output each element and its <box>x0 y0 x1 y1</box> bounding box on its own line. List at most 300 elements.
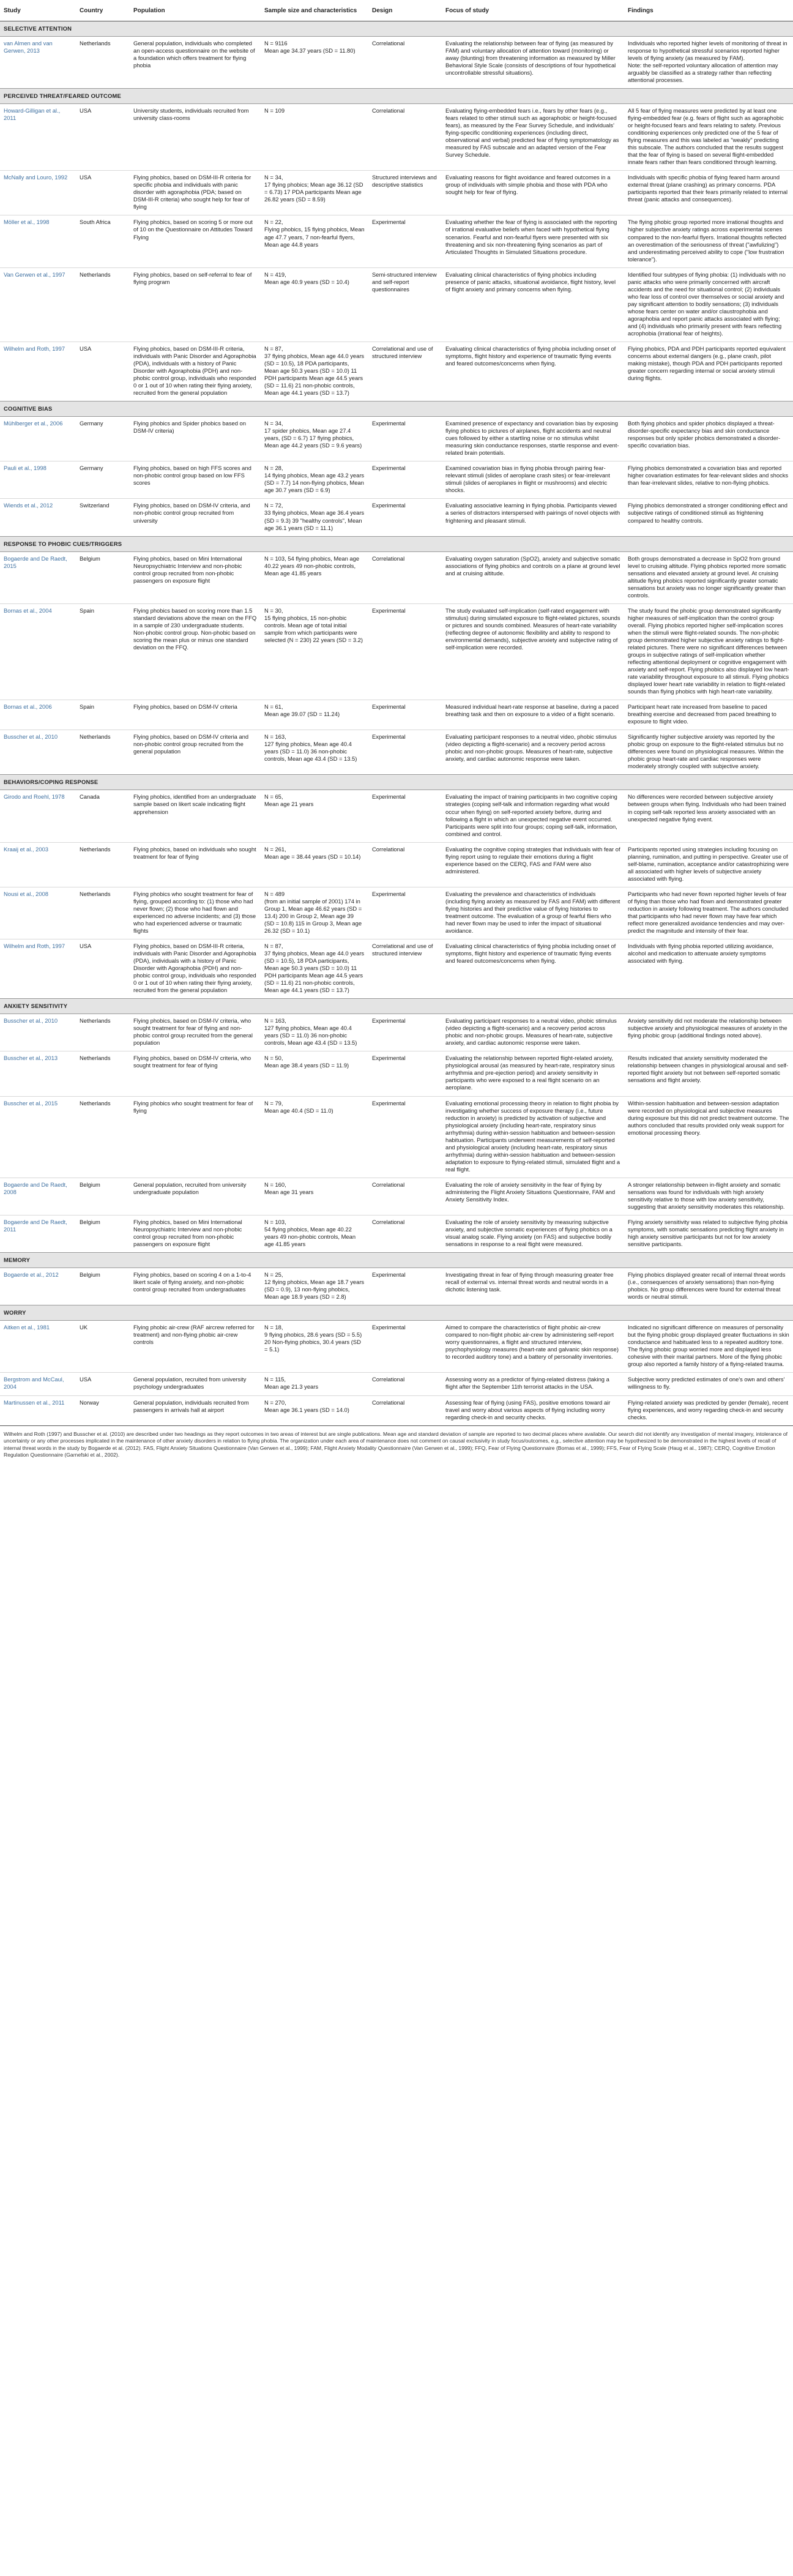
population-text: Flying phobics, based on scoring 4 on a 1-to-4 likert scale of flying anxiety, and non-phobic control group recruited from undergraduates <box>133 1271 251 1293</box>
sample-text: N = 30, 15 flying phobics, 15 non-phobic controls. Mean age of total initial sample from which participants were selected (N = 230) 22 years (SD = 3.2) <box>264 607 363 643</box>
cell-population <box>130 1268 261 1305</box>
design-text: Experimental <box>372 703 406 711</box>
findings-text: Flying phobics demonstrated a stronger conditioning effect and subjective ratings of conditioned stimuli as frightening compared to healthy controls. <box>628 502 787 524</box>
design-text: Experimental <box>372 733 406 741</box>
country-text: South Africa <box>80 218 111 226</box>
cell-focus <box>442 1215 624 1252</box>
cell-population <box>130 1373 261 1395</box>
cell-focus <box>442 1178 624 1215</box>
sample-text: N = 261, Mean age = 38.44 years (SD = 10.14) <box>264 845 361 860</box>
findings-text: The study found the phobic group demonstrated significantly higher measures of self-implication than the control group overall. Flying phobics reported higher self-implication scores when the stimuli were flight-related sounds. The non-phobic group demonstrated higher subjective anxiety ratings to flight-related pictures. There were no significant differences between groups in subjective ratings of self-implication whether reflecting attentional deployment or cognitive engagement with anxiety and self-report. Flying phobics also displayed low heart-rate variability throughout exposure to all stimuli. Flying phobics displayed lower heart rate variability in relation to flight-related sounds than flying phobics with high heart-rate variability. <box>628 607 789 695</box>
cell-sample <box>261 1178 368 1215</box>
study-text: Bogaerde and De Raedt, 2008 <box>4 1181 67 1195</box>
design-text: Correlational and use of structured interview <box>372 942 433 957</box>
country-text: Netherlands <box>80 1055 111 1062</box>
cell-study <box>0 36 76 88</box>
cell-sample <box>261 603 368 700</box>
cell-study <box>0 887 76 939</box>
cell-sample <box>261 342 368 401</box>
cell-focus <box>442 1395 624 1425</box>
cell-focus <box>442 551 624 603</box>
table-row <box>0 1178 793 1215</box>
findings-text: Participant heart rate increased from baseline to paced breathing exercise and decreased from paced breathing to exposure to flight video. <box>628 703 776 725</box>
design-text: Experimental <box>372 218 406 226</box>
cell-focus <box>442 1014 624 1051</box>
population-text: Flying phobic air-crew (RAF aircrew referred for treatment) and non-flying phobic air-crew controls <box>133 1324 255 1346</box>
study-text: Mühlberger et al., 2006 <box>4 420 63 427</box>
population-text: General population, recruited from university psychology undergraduates <box>133 1376 247 1391</box>
table-row <box>0 887 793 939</box>
focus-text: Evaluating the role of anxiety sensitivity in the fear of flying by administering the Flight Anxiety Situations Questionnaire, FAM and Anxiety Sensitivity Index. <box>445 1181 616 1203</box>
population-text: University students, individuals recruited from university class-rooms <box>133 107 249 122</box>
focus-text: Evaluating clinical characteristics of flying phobics including presence of panic attacks, situational avoidance, flight history, level of flight anxiety and primary concerns when flying. <box>445 271 616 293</box>
table-row <box>0 700 793 730</box>
cell-findings <box>624 1051 793 1096</box>
study-text: Busscher et al., 2010 <box>4 733 58 741</box>
focus-text: Evaluating associative learning in flying phobia. Participants viewed a series of distractors interspersed with pairings of novel objects with frightening and pleasant stimuli. <box>445 502 620 524</box>
focus-text: Evaluating whether the fear of flying is associated with the reporting of irrational evaluative beliefs when faced with hypothetical flying scenarios. Fearful and non-fearful flyers were presented with six threatening and six non-threatening flying scenarios as part of Articulated Thoughts in Simulated Situations procedure. <box>445 218 617 255</box>
country-text: USA <box>80 345 92 352</box>
study-text: Kraaij et al., 2003 <box>4 845 48 853</box>
cell-country <box>76 1268 130 1305</box>
cell-sample <box>261 842 368 887</box>
cell-design <box>368 790 442 842</box>
population-text: Flying phobics, based on self-referral to fear of flying program <box>133 271 252 285</box>
cell-country <box>76 342 130 401</box>
study-text: Wiends et al., 2012 <box>4 502 53 509</box>
table-row <box>0 790 793 842</box>
population-text: Flying phobics who sought treatment for fear of flying, grouped according to: (1) those who had never flown; (2) those who had flown and experienced no adverse incidents; and (3) those who had experienced adverse or traumatic flights <box>133 890 256 934</box>
cell-findings <box>624 1014 793 1051</box>
focus-text: Evaluating participant responses to a neutral video, phobic stimulus (video depicting a flight-scenario) and a recovery period across phobic and non-phobic groups. Measures of heart-rate, subjective anxiety, and cardiac autonomic response were taken. <box>445 733 617 763</box>
cell-focus <box>442 267 624 342</box>
findings-text: Flying phobics, PDA and PDH participants reported equivalent concerns about external dangers (e.g., plane crash, pilot making mistake), though PDA and PDH participants reported greater concern regarding internal or social anxiety stimuli during flights. <box>628 345 786 382</box>
study-text: Aitken et al., 1981 <box>4 1324 50 1331</box>
findings-text: Anxiety sensitivity did not moderate the relationship between subjective anxiety and physiological measures of anxiety in the flying phobic group (additional findings noted above). <box>628 1017 787 1039</box>
cell-focus <box>442 842 624 887</box>
cell-findings <box>624 104 793 171</box>
cell-study <box>0 1215 76 1252</box>
cell-country <box>76 1096 130 1178</box>
study-text: Martinussen et al., 2011 <box>4 1398 65 1406</box>
column-header-country: Country <box>76 0 130 21</box>
cell-population <box>130 1215 261 1252</box>
cell-study <box>0 499 76 536</box>
cell-population <box>130 417 261 461</box>
study-text: Van Gerwen et al., 1997 <box>4 271 65 278</box>
cell-population <box>130 342 261 401</box>
cell-design <box>368 36 442 88</box>
cell-design <box>368 603 442 700</box>
column-header-design: Design <box>368 0 442 21</box>
country-text: Germany <box>80 420 103 427</box>
cell-sample <box>261 1051 368 1096</box>
cell-design <box>368 461 442 499</box>
design-text: Experimental <box>372 1099 406 1107</box>
design-text: Experimental <box>372 607 406 614</box>
population-text: Flying phobics, based on high FFS scores and non-phobic control group based on low FFS scores <box>133 465 251 487</box>
cell-population <box>130 700 261 730</box>
country-text: Netherlands <box>80 1017 111 1025</box>
country-text: UK <box>80 1324 88 1331</box>
cell-findings <box>624 1178 793 1215</box>
population-text: Flying phobics, based on Mini International Neuropsychiatric Interview and non-phobic control group recruited from non-phobic passengers on exposure flight <box>133 554 242 584</box>
findings-text: Flying-related anxiety was predicted by gender (female), recent flying experiences, and worry regarding check-in and security checks. <box>628 1398 789 1421</box>
cell-focus <box>442 1051 624 1096</box>
findings-text: Participants reported using strategies including focusing on planning, rumination, and putting in perspective. Greater use of self-blame, rumination, acceptance and/or catastrophizing were all associated with higher levels of subjective anxiety associated with flying. <box>628 845 789 882</box>
sample-text: N = 87, 37 flying phobics, Mean age 44.0 years (SD = 10.5), 18 PDA participants, Mean age 50.3 years (SD = 10.0) 11 PDH participants Mean age 44.5 years (SD = 11.6) 21 non-phobic controls, Mean age 44.1 years (SD = 13.7) <box>264 942 365 994</box>
study-text: Bogaerde and De Raedt, 2011 <box>4 1218 67 1233</box>
cell-design <box>368 342 442 401</box>
cell-study <box>0 700 76 730</box>
cell-sample <box>261 1014 368 1051</box>
study-text: McNally and Louro, 1992 <box>4 174 68 181</box>
cell-focus <box>442 790 624 842</box>
cell-design <box>368 1215 442 1252</box>
table-row <box>0 939 793 998</box>
focus-text: Evaluating flying-embedded fears i.e., fears by other fears (e.g., fears related to other stimuli such as agoraphobic or height-focused fears), as measured by the Fear Survey Schedule, and individuals' flying-specific conditioning experiences (including direct, observational and verbal) predicted fear of flying symptomatology as measured by FAS subscale and an adapted version of the Fear Survey Schedule. <box>445 107 619 159</box>
country-text: Belgium <box>80 554 100 562</box>
cell-study <box>0 1051 76 1096</box>
cell-country <box>76 171 130 215</box>
section-header-row <box>0 401 793 417</box>
section-header-row <box>0 775 793 790</box>
cell-findings <box>624 417 793 461</box>
cell-design <box>368 171 442 215</box>
cell-findings <box>624 342 793 401</box>
findings-text: Participants who had never flown reported higher levels of fear of flying than those who had flown and demonstrated greater reduction in anxiety following treatment. The authors concluded that participants who had never flown may have fear which reflect more generalized avoidance tendencies and may over-predict the magnitude and intensity of their fear. <box>628 890 789 934</box>
cell-design <box>368 417 442 461</box>
country-text: Belgium <box>80 1181 100 1188</box>
table-row <box>0 342 793 401</box>
cell-country <box>76 842 130 887</box>
table-row <box>0 215 793 267</box>
focus-text: Examined presence of expectancy and covariation bias by exposing flying phobics to pictures of airplanes, flight accidents and neutral cues followed by either a startling noise or no stimulus whilst measuring skin conductance responses, startle response and event-related brain potentials. <box>445 420 619 457</box>
findings-text: All 5 fear of flying measures were predicted by at least one flying-embedded fear (e.g. fears of flight such as agoraphobic or height-focused fears and fears relating to safety. Previous conditioning experiences only predicted one of the 5 fear of flying measures and this was labeled as "weakly" predicting this subscale. The authors concluded that the results suggest that the fear of flying is based on several flight-embedded innate fears rather than fears conditioned through learning. <box>628 107 784 166</box>
table-row <box>0 1395 793 1425</box>
cell-population <box>130 36 261 88</box>
cell-design <box>368 215 442 267</box>
table-row <box>0 1096 793 1178</box>
sample-text: N = 163, 127 flying phobics, Mean age 40.4 years (SD = 11.0) 36 non-phobic controls, Mean age 43.4 (SD = 13.5) <box>264 733 357 763</box>
sample-text: N = 87, 37 flying phobics, Mean age 44.0 years (SD = 10.5), 18 PDA participants, Mean age 50.3 years (SD = 10.0) 11 PDH participants Mean age 44.5 years (SD = 11.6) 21 non-phobic controls, Mean age 44.1 years (SD = 13.7) <box>264 345 365 397</box>
cell-findings <box>624 1321 793 1373</box>
findings-text: Both flying phobics and spider phobics displayed a threat-disorder-specific expectancy bias and skin conductance responses but only spider phobics demonstrated a disorder-specific covariation bias. <box>628 420 781 449</box>
cell-study <box>0 267 76 342</box>
cell-sample <box>261 551 368 603</box>
column-header-sample: Sample size and characteristics <box>261 0 368 21</box>
sample-text: N = 28, 14 flying phobics, Mean age 43.2 years (SD = 7.7) 14 non-flying phobics, Mean age 30.7 years (SD = 6.9) <box>264 465 365 494</box>
section-title: MEMORY <box>0 1253 793 1268</box>
cell-focus <box>442 499 624 536</box>
study-text: Busscher et al., 2010 <box>4 1017 58 1025</box>
cell-focus <box>442 939 624 998</box>
country-text: USA <box>80 174 92 181</box>
cell-findings <box>624 461 793 499</box>
cell-country <box>76 1373 130 1395</box>
cell-focus <box>442 417 624 461</box>
design-text: Correlational <box>372 1181 405 1188</box>
cell-design <box>368 499 442 536</box>
cell-population <box>130 1178 261 1215</box>
design-text: Experimental <box>372 1324 406 1331</box>
design-text: Correlational and use of structured interview <box>372 345 433 359</box>
findings-text: Identified four subtypes of flying phobia: (1) individuals with no panic attacks who were primarily concerned with aircraft accidents and the need for situational control; (2) individuals who fear loss of control over themselves or social anxiety and pay significant attention to bodily sensations; (3) individuals whose fears center on water and/or claustrophobia and agoraphobia and report panic attacks associated with flying; and (4) individuals who primarily present with fears reflecting acrophobia (irrational fear of heights). <box>628 271 786 337</box>
focus-text: Evaluating the role of anxiety sensitivity by measuring subjective anxiety, and subjective somatic experiences of flying phobics on a visual analog scale. Flying anxiety (on FAS) and subjective bodily sensations in response to a real flight were measured. <box>445 1218 612 1248</box>
cell-country <box>76 1051 130 1096</box>
table-body <box>0 21 793 1425</box>
section-title: PERCEIVED THREAT/FEARED OUTCOME <box>0 89 793 104</box>
country-text: USA <box>80 1376 92 1383</box>
cell-focus <box>442 1321 624 1373</box>
cell-focus <box>442 887 624 939</box>
cell-sample <box>261 417 368 461</box>
design-text: Experimental <box>372 1055 406 1062</box>
sample-text: N = 489 (from an initial sample of 2001) 174 in Group 1, Mean age 46.62 years (SD = 13.4) 200 in Group 2, Mean age 39 (SD = 10.8) 115 in Group 3, Mean age 26.32 (SD = 10.1) <box>264 890 362 934</box>
design-text: Correlational <box>372 107 405 114</box>
cell-findings <box>624 887 793 939</box>
population-text: Flying phobics, based on DSM-IV criteria <box>133 703 237 711</box>
focus-text: Evaluating the cognitive coping strategies that individuals with fear of flying report using to regulate their emotions during a flight experience based on the CERQ, FAS and FAM were also administered. <box>445 845 620 875</box>
cell-focus <box>442 171 624 215</box>
country-text: USA <box>80 942 92 949</box>
cell-population <box>130 104 261 171</box>
table-row <box>0 417 793 461</box>
focus-text: The study evaluated self-implication (self-rated engagement with stimulus) during simulated exposure to flight-related pictures, sounds or pictures and sounds combined. Measures of heart-rate variability (reflecting degree of autonomic flexibility and ability to respond to environmental demands), subjective anxiety and subjective rating of self-implication were recorded. <box>445 607 620 651</box>
focus-text: Assessing fear of flying (using FAS), positive emotions toward air travel and worry about various aspects of flying including worry regarding check-in and security checks. <box>445 1398 611 1421</box>
cell-sample <box>261 36 368 88</box>
cell-study <box>0 342 76 401</box>
cell-study <box>0 1395 76 1425</box>
country-text: Netherlands <box>80 845 111 853</box>
cell-population <box>130 603 261 700</box>
focus-text: Evaluating clinical characteristics of flying phobia including onset of symptoms, flight history and experience of traumatic flying events and feared outcomes/concerns when flying. <box>445 345 616 367</box>
cell-design <box>368 1014 442 1051</box>
cell-design <box>368 939 442 998</box>
cell-findings <box>624 1096 793 1178</box>
cell-population <box>130 1395 261 1425</box>
findings-text: Flying phobics demonstrated a covariation bias and reported higher covariation estimates for fear-relevant slides and shocks than fear-irrelevant slides, relative to non-flying phobics. <box>628 465 789 487</box>
cell-findings <box>624 730 793 775</box>
cell-country <box>76 939 130 998</box>
table-row <box>0 730 793 775</box>
cell-findings <box>624 1215 793 1252</box>
findings-text: Significantly higher subjective anxiety was reported by the phobic group on exposure to the flight-related stimulus but no differences were found on physiological measures. Within the phobic group heart-rate and cardiac responses were moderately strongly coupled with subjective anxiety. <box>628 733 784 770</box>
cell-country <box>76 1014 130 1051</box>
section-title: SELECTIVE ATTENTION <box>0 21 793 36</box>
cell-design <box>368 1096 442 1178</box>
population-text: Flying phobics, based on DSM-III-R criteria, individuals with Panic Disorder and Agoraphobia (PDA), individuals with a history of Panic Disorder with Agoraphobia (PDH) and non-phobic control group, individuals who responded 0 or 1 out of 10 when rating their flying anxiety, recruited from the general population <box>133 345 256 397</box>
population-text: General population, recruited from university undergraduate population <box>133 1181 247 1195</box>
focus-text: Evaluating oxygen saturation (SpO2), anxiety and subjective somatic associations of flying phobics and controls on a plane at ground level and at cruising altitude. <box>445 554 620 577</box>
country-text: Belgium <box>80 1271 100 1279</box>
table-row <box>0 171 793 215</box>
cell-population <box>130 551 261 603</box>
cell-focus <box>442 104 624 171</box>
cell-study <box>0 171 76 215</box>
table-row <box>0 551 793 603</box>
cell-country <box>76 1215 130 1252</box>
cell-sample <box>261 730 368 775</box>
section-header-row <box>0 999 793 1014</box>
cell-focus <box>442 215 624 267</box>
study-text: Möller et al., 1998 <box>4 218 50 226</box>
cell-study <box>0 1014 76 1051</box>
design-text: Correlational <box>372 1218 405 1225</box>
cell-country <box>76 1395 130 1425</box>
design-text: Semi-structured interview and self-report questionnaires <box>372 271 437 293</box>
cell-sample <box>261 790 368 842</box>
cell-population <box>130 461 261 499</box>
cell-study <box>0 939 76 998</box>
country-text: Netherlands <box>80 1099 111 1107</box>
cell-design <box>368 267 442 342</box>
table-header-row <box>0 0 793 21</box>
cell-design <box>368 1051 442 1096</box>
cell-study <box>0 1268 76 1305</box>
cell-study <box>0 1096 76 1178</box>
focus-text: Evaluating reasons for flight avoidance and feared outcomes in a group of individuals with simple phobia and those with PDA who sought help for fear of flying. <box>445 174 611 196</box>
focus-text: Investigating threat in fear of flying through measuring greater free recall of external vs. internal threat words and neutral words in a dichotic listening task. <box>445 1271 614 1293</box>
cell-population <box>130 1096 261 1178</box>
sample-text: N = 9116 Mean age 34.37 years (SD = 11.80) <box>264 39 356 54</box>
cell-study <box>0 551 76 603</box>
population-text: Flying phobics, based on DSM-IV criteria, and non-phobic control group recruited from university <box>133 502 250 524</box>
section-title: WORRY <box>0 1305 793 1321</box>
cell-population <box>130 499 261 536</box>
cell-country <box>76 1178 130 1215</box>
sample-text: N = 25, 12 flying phobics, Mean age 18.7 years (SD = 0.9), 13 non-flying phobics, Mean age 18.9 years (SD = 2.8) <box>264 1271 365 1301</box>
focus-text: Examined covariation bias in flying phobia through pairing fear-relevant stimuli (slides of aeroplane crash sites) or fear-irrelevant stimuli (slides of aeroplanes in flight or mushrooms) and electric shocks. <box>445 465 610 494</box>
cell-findings <box>624 842 793 887</box>
sample-text: N = 103, 54 flying phobics, Mean age 40.22 years 49 non-phobic controls, Mean age 41.85 years <box>264 554 360 577</box>
study-text: Wilhelm and Roth, 1997 <box>4 942 65 949</box>
cell-study <box>0 1321 76 1373</box>
sample-text: N = 72, 33 flying phobics, Mean age 36.4 years (SD = 9.3) 39 "healthy controls", Mean age 36.1 years (SD = 11.1) <box>264 502 365 531</box>
cell-study <box>0 1178 76 1215</box>
study-text: Bornas et al., 2004 <box>4 607 52 614</box>
study-text: Howard-Gilligan et al., 2011 <box>4 107 61 122</box>
section-title: COGNITIVE BIAS <box>0 401 793 417</box>
cell-population <box>130 790 261 842</box>
cell-sample <box>261 1096 368 1178</box>
column-header-findings: Findings <box>624 0 793 21</box>
cell-study <box>0 104 76 171</box>
focus-text: Evaluating the relationship between fear of flying (as measured by FAM) and voluntary allocation of attention toward (monitoring) or away (blunting) from threatening information as measured by Miller Behavioral Style Scale (consists of descriptions of four hypothetical uncontrollable stressful situations). <box>445 39 616 76</box>
findings-text: The flying phobic group reported more irrational thoughts and higher subjective anxiety ratings across experimental scenes compared to the non-fearful flyers. Irrational thoughts reflected an overestimation of the seriousness of threat ("awfulizing") and underestimating perceived ability to cope ("low frustration tolerance"). <box>628 218 786 263</box>
findings-text: A stronger relationship between in-flight anxiety and somatic sensations was found for individuals with high anxiety sensitivity relative to those with low anxiety sensitivity, suggesting that anxiety sensitivity moderates this relationship. <box>628 1181 785 1210</box>
cell-sample <box>261 1373 368 1395</box>
cell-findings <box>624 267 793 342</box>
table-row <box>0 603 793 700</box>
cell-design <box>368 1373 442 1395</box>
cell-population <box>130 1321 261 1373</box>
cell-population <box>130 215 261 267</box>
population-text: Flying phobics, based on individuals who sought treatment for fear of flying <box>133 845 256 860</box>
design-text: Experimental <box>372 1017 406 1025</box>
design-text: Experimental <box>372 1271 406 1279</box>
focus-text: Evaluating the relationship between reported flight-related anxiety, physiological arousal (as measured by heart-rate, respiratory sinus arrhythmia and pre-ejection period) and anxiety sensitivity in participants who were exposed to a real flight scenario on an aeroplane. <box>445 1055 615 1091</box>
population-text: Flying phobics based on scoring more than 1.5 standard deviations above the mean on the FFQ in a sample of 230 undergraduate students. Non-phobic control group. Non-phobic based on scoring the mean plus or minus one standard deviation on the FFQ. <box>133 607 257 651</box>
cell-sample <box>261 215 368 267</box>
cell-focus <box>442 1268 624 1305</box>
country-text: Spain <box>80 703 94 711</box>
column-header-population: Population <box>130 0 261 21</box>
section-header-row <box>0 536 793 551</box>
sample-text: N = 109 <box>264 107 285 114</box>
cell-sample <box>261 104 368 171</box>
table-row <box>0 104 793 171</box>
country-text: Switzerland <box>80 502 110 509</box>
findings-text: Flying phobics displayed greater recall of internal threat words (i.e., consequences of anxiety sensations) than non-flying phobics. No group differences were found for external threat words or neutral stimuli. <box>628 1271 786 1301</box>
cell-design <box>368 700 442 730</box>
study-text: Bergstrom and McCaul, 2004 <box>4 1376 64 1391</box>
cell-country <box>76 551 130 603</box>
cell-country <box>76 267 130 342</box>
cell-population <box>130 939 261 998</box>
cell-focus <box>442 461 624 499</box>
country-text: Germany <box>80 465 103 472</box>
findings-text: Individuals with specific phobia of flying feared harm around external threat (plane crashing) as primary concerns. PDA participants reported that their fears primarily related to internal threat (panic attacks and consequences). <box>628 174 788 203</box>
cell-population <box>130 1014 261 1051</box>
design-text: Correlational <box>372 1398 405 1406</box>
cell-findings <box>624 1268 793 1305</box>
cell-focus <box>442 603 624 700</box>
cell-country <box>76 36 130 88</box>
findings-text: Subjective worry predicted estimates of one's own and others' willingness to fly. <box>628 1376 785 1391</box>
table-row <box>0 842 793 887</box>
population-text: General population, individuals recruited from passengers in arrivals hall at airport <box>133 1398 249 1413</box>
study-text: Pauli et al., 1998 <box>4 465 47 472</box>
findings-text: Indicated no significant difference on measures of personality but the flying phobic group displayed greater fluctuations in skin conductance and habituated less to a repeated auditory tone. The flying phobic group worried more and displayed less cohesive with their marital partners. More of the flying phobic group also reported a family history of a flying-related trauma. <box>628 1324 789 1368</box>
cell-focus <box>442 700 624 730</box>
cell-population <box>130 730 261 775</box>
table-row <box>0 36 793 88</box>
country-text: Belgium <box>80 1218 100 1225</box>
cell-sample <box>261 499 368 536</box>
table-row <box>0 1373 793 1395</box>
population-text: Flying phobics who sought treatment for fear of flying <box>133 1099 253 1114</box>
country-text: Canada <box>80 793 100 801</box>
population-text: Flying phobics and Spider phobics based on DSM-IV criteria) <box>133 420 246 435</box>
sample-text: N = 79, Mean age 40.4 (SD = 11.0) <box>264 1099 333 1114</box>
focus-text: Evaluating emotional processing theory in relation to flight phobia by investigating whether success of exposure therapy (i.e., future reduction in anxiety) is predicted by activation of subjective and physiological anxiety (including heart-rate, respiratory sinus arrhythmia) during within-session habituation and between-session habituation. Participants underwent measurements of self-reported and physiological anxiety (including heart-rate, respiratory sinus arrhythmia) during within-session habituation and between-session adaptation to exposure to flying-related stimuli, simulated flight and a real flight. <box>445 1099 620 1173</box>
country-text: Netherlands <box>80 271 111 278</box>
cell-sample <box>261 1268 368 1305</box>
cell-design <box>368 1268 442 1305</box>
design-text: Experimental <box>372 502 406 509</box>
findings-text: Individuals who reported higher levels of monitoring of threat in response to hypothetical stressful scenarios reported higher levels of flying anxiety (as measured by FAM). Note: the self-reported voluntary allocation of attention may arguably be classified as a strategy rather than reflecting attentional processes. <box>628 39 787 83</box>
sample-text: N = 65, Mean age 21 years <box>264 793 314 808</box>
findings-text: Flying anxiety sensitivity was related to subjective flying phobia symptoms, with somatic sensations predicting flight anxiety in high anxiety sensitive participants but not for low anxiety sensitive participants. <box>628 1218 788 1248</box>
column-header-study: Study <box>0 0 76 21</box>
cell-sample <box>261 700 368 730</box>
sample-text: N = 103, 54 flying phobics, Mean age 40.22 years 49 non-phobic controls, Mean age 41.85 years <box>264 1218 356 1248</box>
country-text: Norway <box>80 1398 99 1406</box>
table-row <box>0 1321 793 1373</box>
sample-text: N = 34, 17 spider phobics, Mean age 27.4 years, (SD = 6.7) 17 flying phobics, Mean age 44.2 years (SD = 9.6 years) <box>264 420 362 449</box>
country-text: Netherlands <box>80 733 111 741</box>
design-text: Experimental <box>372 465 406 472</box>
cell-findings <box>624 171 793 215</box>
population-text: Flying phobics, based on DSM-IV criteria, who sought treatment for fear of flying and non-phobic control group recruited from the general population <box>133 1017 253 1047</box>
cell-design <box>368 1395 442 1425</box>
column-header-focus: Focus of study <box>442 0 624 21</box>
population-text: Flying phobics, based on DSM-IV criteria and non-phobic control group recruited from the general population <box>133 733 249 755</box>
section-header-row <box>0 89 793 104</box>
cell-findings <box>624 1395 793 1425</box>
section-title: ANXIETY SENSITIVITY <box>0 999 793 1014</box>
